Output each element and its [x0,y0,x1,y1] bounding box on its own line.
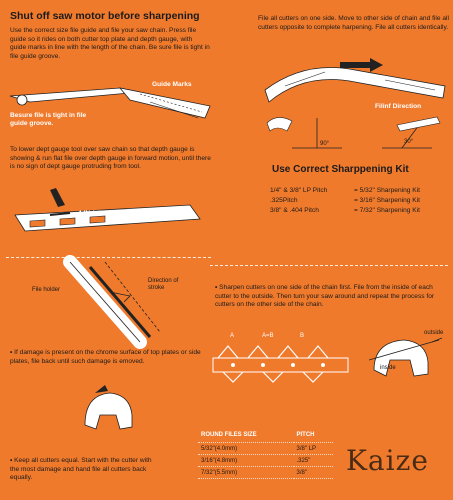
kit-row [270,197,420,204]
sharpen-instructions [215,284,447,310]
table-row [198,443,333,455]
keep-equal-instructions [10,457,160,483]
filing-instructions: File all cutters on one side. Move to other side of chain and file all cutters opposite to complete harpening. File all cutters identically. [258,15,449,31]
table-cell: 3/8" [294,467,333,479]
kit-row [270,207,420,214]
brand-logo: Kaize [346,444,429,477]
cutter-side-diagram [364,330,449,380]
angle-illustration [262,113,452,153]
bullet: • [10,457,13,464]
table-row [198,455,333,467]
label-b: B [300,333,305,339]
chain-filing-illustration [265,50,450,120]
round-file-table [198,431,333,479]
table-row [198,467,333,479]
keep-equal-text: Keep all cutters equal. Start with the cutter with the most damage and hand file all cutters back equally. [10,457,152,482]
chain-diagram [213,338,353,383]
column-header: PITCH [294,431,333,443]
table-cell: 3/8" LP [294,443,333,455]
kit-pitch: 1/4" & 3/8" LP Pitch [270,187,328,194]
label-inside: inside [380,365,396,371]
filing-direction-label: Filinf Direction [375,103,422,110]
tight-file-note: Besure file is tight in file guide groove. [10,112,87,127]
table-cell: .325" [294,455,333,467]
angle-30-label: 30° [404,139,414,145]
file-guide-instructions: Use the correct size file guide and file your saw chain. Press file guide so it rides on both cutter top plate and depth gauge, with guide marks in line with the length of the chain. Be sure file is tight in file guide groove. [10,27,210,60]
label-outside: outside [424,330,444,336]
sharp-gauge-label: 4 IN 1 SHARP GAUGE [78,210,147,217]
sharpen-text: Sharpen cutters on one side of the chain first. File from the inside of each cutter to the outside. Then turn your saw around and repeat the process for cutters on the other side of the chain. [215,284,435,309]
kit-size: = 5/32" Sharpening Kit [354,187,420,194]
damage-text: If damage is present on the chrome surface of top plates or side plates, file back until such damage is emoved. [10,349,201,365]
file-holder-label: File holder [32,287,61,293]
damage-instructions [10,349,215,366]
main-title: Shut off saw motor before sharpening [10,10,200,22]
guide-marks-label: Guide Marks [152,81,192,88]
bullet: • [10,349,13,356]
file-holder-illustration [10,262,210,342]
bullet: • [215,284,218,291]
kit-title: Use Correct Sharppening Kit [272,164,409,175]
table-cell: 5/32"(4.0mm) [198,443,294,455]
divider [210,265,448,266]
table-header-row [198,431,333,443]
table-cell: 7/32"(5.5mm) [198,467,294,479]
kit-size: = 7/32" Sharpening Kit [354,207,420,214]
angle-90-label: 90° [320,141,330,147]
depth-gauge-instructions: To lower dept gauge tool over saw chain so that depth gauge is showing & run flat file over depth gauge in forward motion, until there is no sign of dept gauge protruding from tool. [10,146,211,171]
direction-stroke-label: Direction of stroke [148,278,179,291]
kit-pitch: 3/8" & .404 Pitch [270,207,319,214]
table-cell: 3/16"(4.8mm) [198,455,294,467]
divider [6,257,211,258]
kit-row [270,187,420,194]
label-a-equals-b: A=B [262,333,274,339]
kit-pitch: .325Pitch [270,197,298,204]
label-a: A [230,333,235,339]
damaged-cutter-illustration [80,385,140,435]
kit-size: = 3/16" Sharpening Kit [354,197,420,204]
column-header: ROUND FILES SIZE [198,431,294,443]
